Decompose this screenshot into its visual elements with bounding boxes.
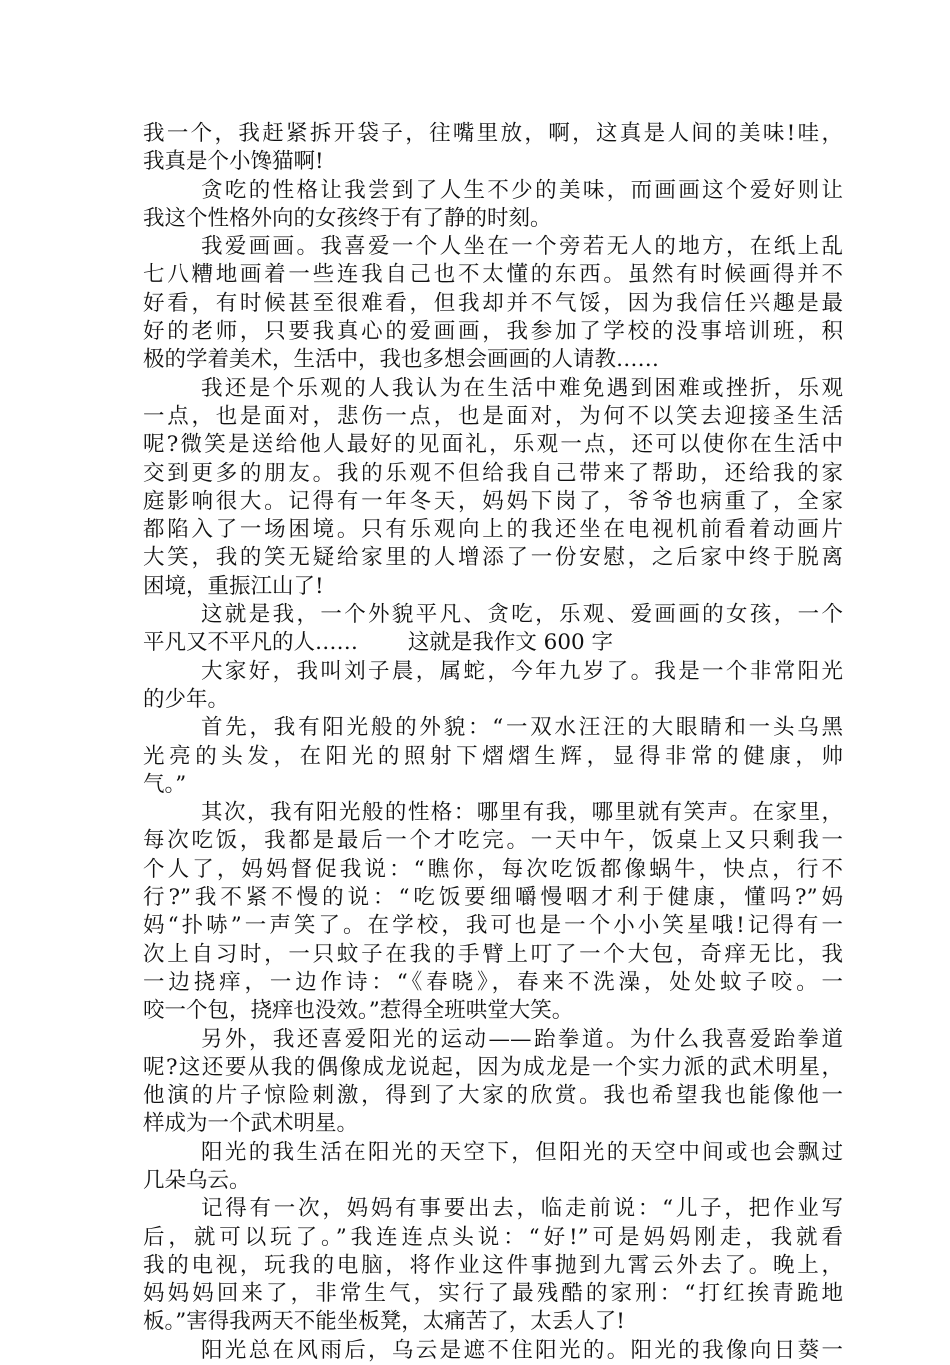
- text-line: 好看，有时候甚至很难看，但我却并不气馁，因为我信任兴趣是最: [143, 290, 843, 316]
- text-line: 都陷入了一场困境。只有乐观向上的我还坐在电视机前看着动画片: [143, 517, 843, 543]
- text-line: 这就是我，一个外貌平凡、贪吃，乐观、爱画画的女孩，一个: [201, 602, 843, 628]
- text-line: 七八糟地画着一些连我自己也不太懂的东西。虽然有时候画得并不: [143, 262, 843, 288]
- text-line: 困境，重振江山了!: [143, 573, 324, 599]
- text-line: 我这个性格外向的女孩终于有了静的时刻。: [143, 205, 552, 231]
- text-line: 阳光的我生活在阳光的天空下，但阳光的天空中间或也会飘过: [201, 1139, 843, 1165]
- text-line: 另外，我还喜爱阳光的运动——跆拳道。为什么我喜爱跆拳道: [201, 1026, 843, 1052]
- text-line: 妈妈妈回来了，非常生气，实行了最残酷的家刑：“打红挨青跪地: [143, 1281, 843, 1307]
- text-line: 光亮的头发，在阳光的照射下熠熠生辉，显得非常的健康，帅: [143, 743, 843, 769]
- text-line: 他演的片子惊险刺激，得到了大家的欣赏。我也希望我也能像他一: [143, 1083, 843, 1109]
- text-line: 贪吃的性格让我尝到了人生不少的美味，而画画这个爱好则让: [201, 177, 843, 203]
- text-line: 大笑，我的笑无疑给家里的人增添了一份安慰，之后家中终于脱离: [143, 545, 843, 571]
- text-line: 阳光总在风雨后，乌云是遮不住阳光的。阳光的我像向日葵一: [201, 1337, 843, 1363]
- text-line: 呢?微笑是送给他人最好的见面礼，乐观一点，还可以使你在生活中: [143, 432, 843, 458]
- essay-body: [143, 120, 843, 1365]
- text-line: 个人了，妈妈督促我说：“瞧你，每次吃饭都像蜗牛，快点，行不: [143, 856, 843, 882]
- text-line: 大家好，我叫刘子晨，属蛇，今年九岁了。我是一个非常阳光: [201, 658, 843, 684]
- text-line: 我一个，我赶紧拆开袋子，往嘴里放，啊，这真是人间的美味!哇，: [143, 121, 843, 146]
- text-line: 次上自习时，一只蚊子在我的手臂上叮了一个大包，奇痒无比，我: [143, 941, 843, 967]
- text-line: 后，就可以玩了。”我连连点头说：“好!”可是妈妈刚走，我就看: [143, 1224, 843, 1250]
- text-line: 一边挠痒，一边作诗：“《春晓》，春来不洗澡，处处蚊子咬。一: [143, 969, 843, 995]
- text-line: 庭影响很大。记得有一年冬天，妈妈下岗了，爷爷也病重了，全家: [143, 488, 843, 514]
- text-line: 平凡又不平凡的人…… 这就是我作文 600 字: [143, 630, 614, 656]
- text-line: 气。”: [143, 771, 187, 797]
- text-line: 我的电视，玩我的电脑，将作业这件事抛到九霄云外去了。晚上，: [143, 1252, 843, 1278]
- text-line: 我真是个小馋猫啊!: [143, 149, 324, 175]
- text-line: 行?”我不紧不慢的说：“吃饭要细嚼慢咽才利于健康，懂吗?”妈: [143, 885, 843, 911]
- text-line: 一点，也是面对，悲伤一点，也是面对，为何不以笑去迎接圣生活: [143, 403, 843, 429]
- text-line: 咬一个包，挠痒也没效。”惹得全班哄堂大笑。: [143, 998, 574, 1024]
- text-line: 交到更多的朋友。我的乐观不但给我自己带来了帮助，还给我的家: [143, 460, 843, 486]
- text-line: 每次吃饭，我都是最后一个才吃完。一天中午，饭桌上又只剩我一: [143, 828, 843, 854]
- text-line: 记得有一次，妈妈有事要出去，临走前说：“儿子，把作业写: [201, 1196, 843, 1222]
- text-line: 板。”害得我两天不能坐板凳，太痛苦了，太丢人了!: [143, 1309, 625, 1335]
- text-line: 极的学着美术，生活中，我也多想会画画的人请教……: [143, 347, 660, 373]
- text-line: 首先，我有阳光般的外貌：“一双水汪汪的大眼睛和一头乌黑: [201, 715, 843, 741]
- text-line: 妈“扑哧”一声笑了。在学校，我可也是一个小小笑星哦!记得有一: [143, 913, 843, 939]
- text-line: 我爱画画。我喜爱一个人坐在一个旁若无人的地方，在纸上乱: [201, 234, 843, 260]
- text-line: 我还是个乐观的人我认为在生活中难免遇到困难或挫折，乐观: [201, 375, 843, 401]
- text-line: 好的老师，只要我真心的爱画画，我参加了学校的没事培训班，积: [143, 319, 843, 345]
- text-line: 其次，我有阳光般的性格：哪里有我，哪里就有笑声。在家里，: [201, 800, 843, 826]
- text-line: 的少年。: [143, 686, 230, 712]
- text-line: 几朵乌云。: [143, 1167, 251, 1193]
- text-line: 样成为一个武术明星。: [143, 1111, 359, 1137]
- text-line: 呢?这还要从我的偶像成龙说起，因为成龙是一个实力派的武术明星，: [143, 1054, 843, 1080]
